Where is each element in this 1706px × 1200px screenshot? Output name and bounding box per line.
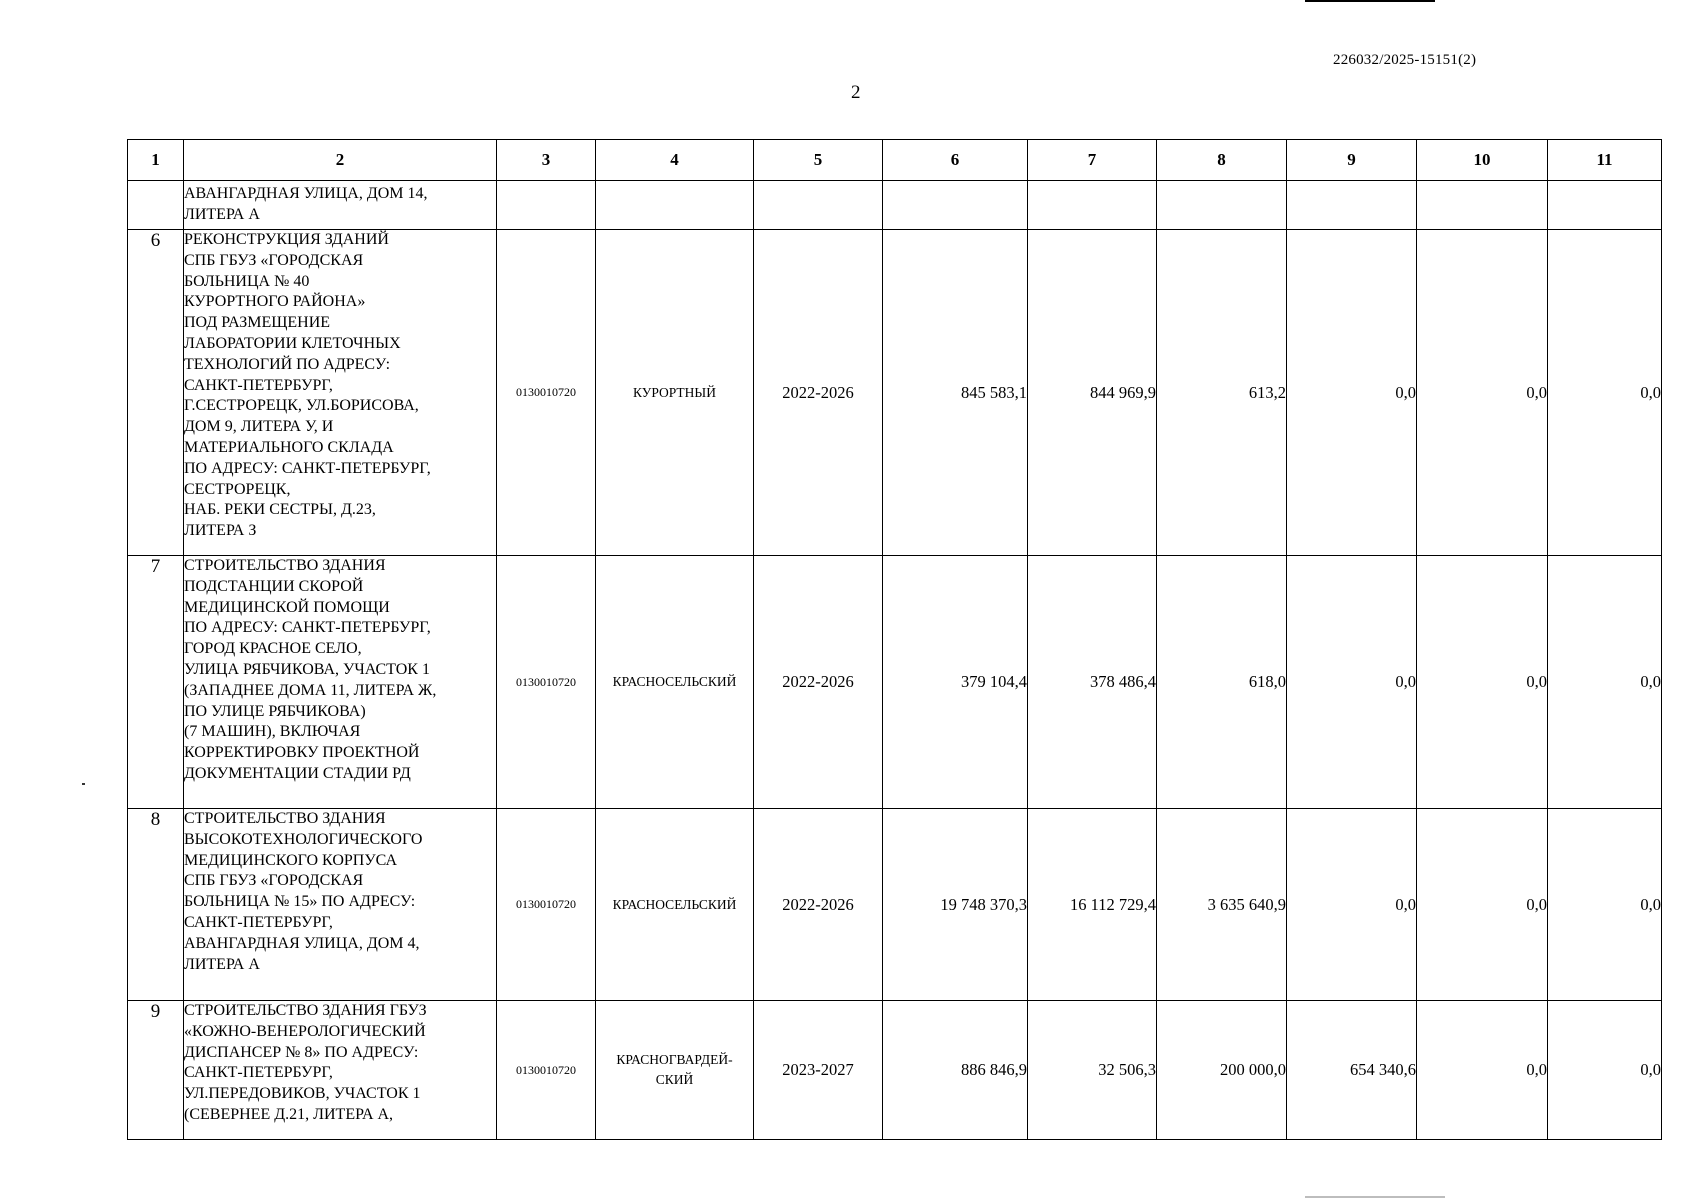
- name-line: (ЗАПАДНЕЕ ДОМА 11, ЛИТЕРА Ж,: [184, 681, 437, 699]
- name-line: ПО АДРЕСУ: САНКТ-ПЕТЕРБУРГ,: [184, 619, 431, 637]
- cell-c8: 613,2: [1157, 230, 1287, 556]
- name-line: СТРОИТЕЛЬСТВО ЗДАНИЯ ГБУЗ: [184, 1002, 427, 1019]
- name-line: СЕСТРОРЕЦК,: [184, 480, 291, 498]
- name-line: ДОКУМЕНТАЦИИ СТАДИИ РД: [184, 764, 411, 782]
- table-row: [128, 230, 1662, 556]
- cell-code: 0130010720: [497, 809, 596, 1001]
- name-line: ЛАБОРАТОРИИ КЛЕТОЧНЫХ: [184, 334, 401, 352]
- name-line: УЛИЦА РЯБЧИКОВА, УЧАСТОК 1: [184, 660, 430, 678]
- cell-c6: [883, 181, 1028, 230]
- cell-object-name: [184, 230, 497, 556]
- cell-n: 6: [128, 230, 184, 556]
- name-line: БОЛЬНИЦА № 40: [184, 272, 310, 290]
- name-line: РЕКОНСТРУКЦИЯ ЗДАНИЙ: [184, 231, 389, 248]
- cell-district: [596, 1001, 754, 1140]
- cell-period: 2022-2026: [754, 230, 883, 556]
- name-line: (СЕВЕРНЕЕ Д.21, ЛИТЕРА А,: [184, 1105, 394, 1123]
- name-line: ПО АДРЕСУ: САНКТ-ПЕТЕРБУРГ,: [184, 459, 431, 477]
- cell-object-name: [184, 556, 497, 809]
- cell-code: [497, 181, 596, 230]
- cell-n: 7: [128, 556, 184, 809]
- cell-c6: 379 104,4: [883, 556, 1028, 809]
- header-col-9: 9: [1287, 140, 1417, 181]
- page-number: 2: [851, 82, 861, 103]
- cell-n: 8: [128, 809, 184, 1001]
- name-line: ПОДСТАНЦИИ СКОРОЙ: [184, 577, 364, 595]
- cell-c9: [1287, 181, 1417, 230]
- name-line: АВАНГАРДНАЯ УЛИЦА, ДОМ 14,: [184, 185, 428, 202]
- cell-c6: 886 846,9: [883, 1001, 1028, 1140]
- cell-c9: 0,0: [1287, 556, 1417, 809]
- cell-district: [596, 809, 754, 1001]
- cell-c6: 19 748 370,3: [883, 809, 1028, 1001]
- cell-c11: 0,0: [1548, 230, 1662, 556]
- cell-c7: 844 969,9: [1028, 230, 1157, 556]
- table-row: [128, 1001, 1662, 1140]
- cell-period: 2022-2026: [754, 809, 883, 1001]
- cell-c9: 654 340,6: [1287, 1001, 1417, 1140]
- cell-object-name: [184, 181, 497, 230]
- name-line: ЛИТЕРА А: [184, 955, 260, 973]
- name-line: САНКТ-ПЕТЕРБУРГ,: [184, 376, 333, 394]
- header-col-2: 2: [184, 140, 497, 181]
- table-row: [128, 556, 1662, 809]
- name-line: Г.СЕСТРОРЕЦК, УЛ.БОРИСОВА,: [184, 397, 419, 415]
- cell-c8: 200 000,0: [1157, 1001, 1287, 1140]
- name-line: ПО УЛИЦЕ РЯБЧИКОВА): [184, 702, 366, 720]
- header-col-11: 11: [1548, 140, 1662, 181]
- name-line: МЕДИЦИНСКОГО КОРПУСА: [184, 851, 398, 869]
- cell-code: 0130010720: [497, 230, 596, 556]
- cell-c10: 0,0: [1417, 809, 1548, 1001]
- cell-c10: 0,0: [1417, 1001, 1548, 1140]
- name-line: ЛИТЕРА З: [184, 522, 257, 540]
- header-col-6: 6: [883, 140, 1028, 181]
- name-line: СПБ ГБУЗ «ГОРОДСКАЯ: [184, 872, 364, 890]
- document-id: 226032/2025-15151(2): [1333, 52, 1477, 68]
- cell-c9: 0,0: [1287, 809, 1417, 1001]
- name-line: ТЕХНОЛОГИЙ ПО АДРЕСУ:: [184, 355, 391, 373]
- district-line: СКИЙ: [655, 1072, 694, 1087]
- header-col-5: 5: [754, 140, 883, 181]
- continuation-row: [128, 181, 1662, 230]
- header-col-7: 7: [1028, 140, 1157, 181]
- cell-c7: 378 486,4: [1028, 556, 1157, 809]
- cell-c11: 0,0: [1548, 809, 1662, 1001]
- scan-speck: [82, 783, 85, 785]
- header-col-4: 4: [596, 140, 754, 181]
- cell-c8: 3 635 640,9: [1157, 809, 1287, 1001]
- cell-c11: 0,0: [1548, 1001, 1662, 1140]
- name-line: УЛ.ПЕРЕДОВИКОВ, УЧАСТОК 1: [184, 1085, 421, 1103]
- district-line: КРАСНОСЕЛЬСКИЙ: [612, 674, 737, 689]
- cell-c10: [1417, 181, 1548, 230]
- cell-c11: [1548, 181, 1662, 230]
- name-line: КОРРЕКТИРОВКУ ПРОЕКТНОЙ: [184, 744, 420, 762]
- header-row: [128, 140, 1662, 181]
- name-line: НАБ. РЕКИ СЕСТРЫ, Д.23,: [184, 501, 376, 519]
- cell-c7: 16 112 729,4: [1028, 809, 1157, 1001]
- cell-c10: 0,0: [1417, 230, 1548, 556]
- cell-c8: [1157, 181, 1287, 230]
- cell-district: [596, 230, 754, 556]
- objects-table: [127, 139, 1662, 1140]
- name-line: МЕДИЦИНСКОЙ ПОМОЩИ: [184, 598, 390, 616]
- name-line: САНКТ-ПЕТЕРБУРГ,: [184, 1064, 333, 1082]
- cell-c9: 0,0: [1287, 230, 1417, 556]
- name-line: СТРОИТЕЛЬСТВО ЗДАНИЯ: [184, 557, 386, 574]
- district-line: КРАСНОГВАРДЕЙ-: [616, 1052, 733, 1067]
- name-line: СТРОИТЕЛЬСТВО ЗДАНИЯ: [184, 810, 386, 827]
- name-line: ДОМ 9, ЛИТЕРА У, И: [184, 418, 334, 436]
- table-row: [128, 809, 1662, 1001]
- cell-period: 2022-2026: [754, 556, 883, 809]
- name-line: СПБ ГБУЗ «ГОРОДСКАЯ: [184, 251, 364, 269]
- cell-period: [754, 181, 883, 230]
- name-line: БОЛЬНИЦА № 15» ПО АДРЕСУ:: [184, 893, 416, 911]
- name-line: ГОРОД КРАСНОЕ СЕЛО,: [184, 640, 362, 658]
- cell-c11: 0,0: [1548, 556, 1662, 809]
- header-col-8: 8: [1157, 140, 1287, 181]
- name-line: ДИСПАНСЕР № 8» ПО АДРЕСУ:: [184, 1043, 419, 1061]
- name-line: САНКТ-ПЕТЕРБУРГ,: [184, 913, 333, 931]
- header-col-1: 1: [128, 140, 184, 181]
- cell-c10: 0,0: [1417, 556, 1548, 809]
- district-line: КУРОРТНЫЙ: [633, 384, 716, 400]
- cell-c6: 845 583,1: [883, 230, 1028, 556]
- cell-n: [128, 181, 184, 230]
- name-line: МАТЕРИАЛЬНОГО СКЛАДА: [184, 438, 394, 456]
- cell-n: 9: [128, 1001, 184, 1140]
- cell-district: [596, 556, 754, 809]
- name-line: КУРОРТНОГО РАЙОНА»: [184, 293, 366, 311]
- name-line: ПОД РАЗМЕЩЕНИЕ: [184, 314, 331, 332]
- cell-c7: 32 506,3: [1028, 1001, 1157, 1140]
- header-col-3: 3: [497, 140, 596, 181]
- cell-code: 0130010720: [497, 556, 596, 809]
- header-col-10: 10: [1417, 140, 1548, 181]
- name-line: ЛИТЕРА А: [184, 205, 260, 223]
- cell-code: 0130010720: [497, 1001, 596, 1140]
- name-line: АВАНГАРДНАЯ УЛИЦА, ДОМ 4,: [184, 934, 420, 952]
- bottom-edge-mark: [1305, 1196, 1445, 1198]
- cell-c8: 618,0: [1157, 556, 1287, 809]
- cell-c7: [1028, 181, 1157, 230]
- cell-period: 2023-2027: [754, 1001, 883, 1140]
- name-line: ВЫСОКОТЕХНОЛОГИЧЕСКОГО: [184, 830, 423, 848]
- cell-object-name: [184, 809, 497, 1001]
- cell-object-name: [184, 1001, 497, 1140]
- cell-district: [596, 181, 754, 230]
- name-line: «КОЖНО-ВЕНЕРОЛОГИЧЕСКИЙ: [184, 1022, 426, 1040]
- district-line: КРАСНОСЕЛЬСКИЙ: [612, 896, 737, 912]
- top-edge-mark: [1305, 0, 1435, 2]
- name-line: (7 МАШИН), ВКЛЮЧАЯ: [184, 723, 361, 741]
